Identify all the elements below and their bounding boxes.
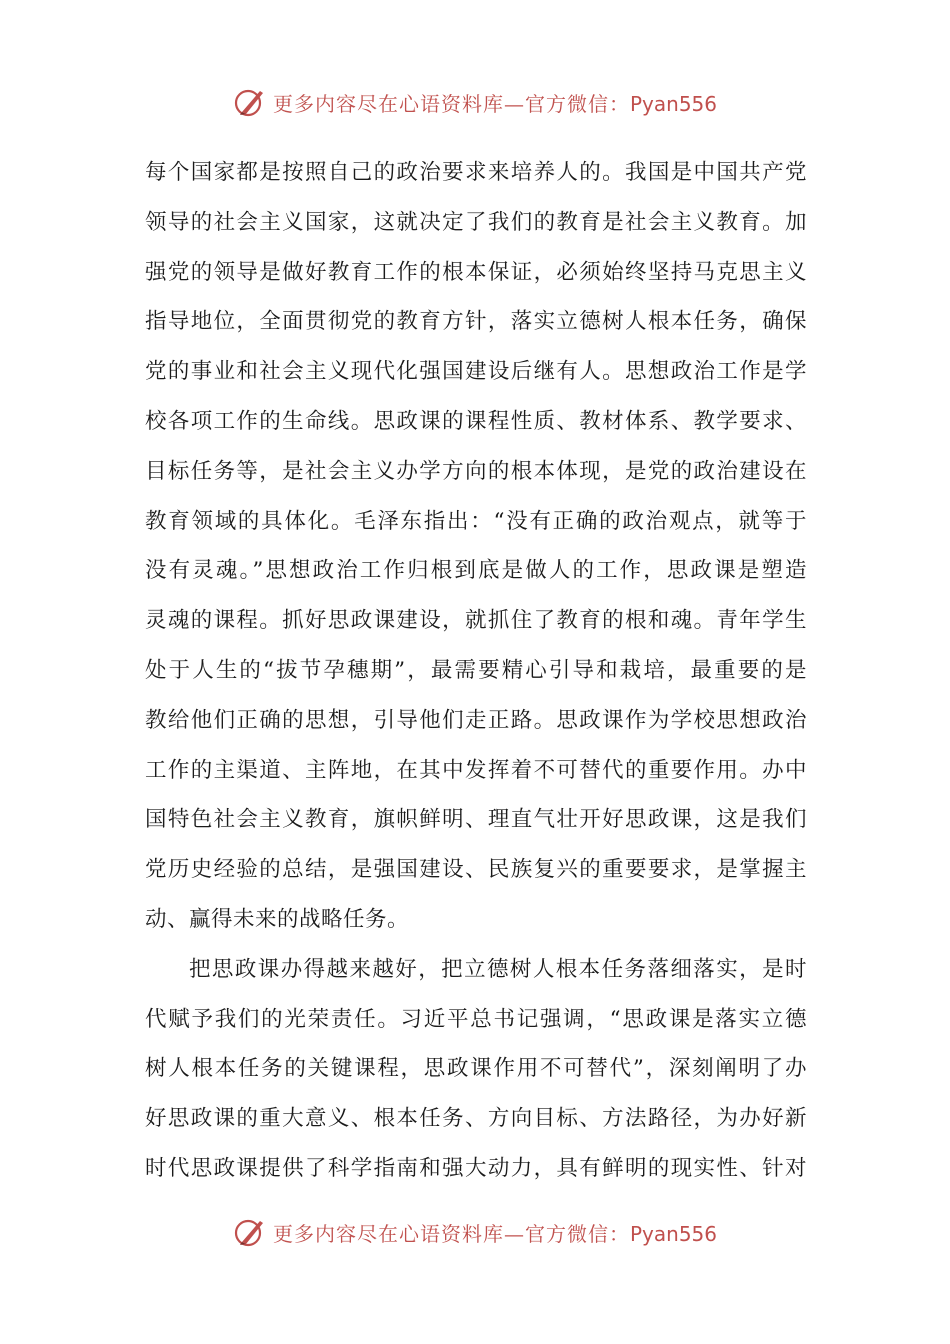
body-line: 校各项工作的生命线。思政课的课程性质、教材体系、教学要求、 bbox=[145, 408, 807, 434]
document-body bbox=[145, 148, 807, 1194]
body-line: 好思政课的重大意义、根本任务、方向目标、方法路径，为办好新 bbox=[145, 1106, 807, 1132]
body-line: 时代思政课提供了科学指南和强大动力，具有鲜明的现实性、针对 bbox=[145, 1155, 807, 1181]
pen-in-circle-icon bbox=[233, 1215, 267, 1249]
footer-banner bbox=[0, 1212, 950, 1252]
header-banner-text: 更多内容尽在心语资料库—官方微信：Pyan556 bbox=[272, 91, 717, 116]
body-line: 没有灵魂。”思想政治工作归根到底是做人的工作，思政课是塑造 bbox=[145, 558, 807, 584]
header-banner bbox=[0, 82, 950, 122]
body-line: 教育领域的具体化。毛泽东指出：“没有正确的政治观点，就等于 bbox=[145, 508, 807, 534]
body-line: 国特色社会主义教育，旗帜鲜明、理直气壮开好思政课，这是我们 bbox=[145, 807, 807, 833]
footer-wechat-id: Pyan556 bbox=[629, 1221, 717, 1246]
body-line: 把思政课办得越来越好，把立德树人根本任务落细落实，是时 bbox=[189, 956, 807, 982]
body-line: 领导的社会主义国家，这就决定了我们的教育是社会主义教育。加 bbox=[145, 209, 807, 235]
body-line: 处于人生的“拔节孕穗期”，最需要精心引导和栽培，最重要的是 bbox=[145, 657, 807, 683]
body-line: 强党的领导是做好教育工作的根本保证，必须始终坚持马克思主义 bbox=[145, 259, 807, 285]
body-line: 指导地位，全面贯彻党的教育方针，落实立德树人根本任务，确保 bbox=[145, 309, 807, 335]
pen-in-circle-icon bbox=[233, 85, 267, 119]
body-line: 目标任务等，是社会主义办学方向的根本体现，是党的政治建设在 bbox=[145, 458, 807, 484]
body-line: 党的事业和社会主义现代化强国建设后继有人。思想政治工作是学 bbox=[145, 359, 807, 385]
body-line: 教给他们正确的思想，引导他们走正路。思政课作为学校思想政治 bbox=[145, 707, 807, 733]
body-line: 树人根本任务的关键课程，思政课作用不可替代”，深刻阐明了办 bbox=[145, 1056, 807, 1082]
header-wechat-id: Pyan556 bbox=[629, 91, 717, 116]
body-line: 灵魂的课程。抓好思政课建设，就抓住了教育的根和魂。青年学生 bbox=[145, 608, 807, 634]
footer-banner-text: 更多内容尽在心语资料库—官方微信：Pyan556 bbox=[272, 1221, 717, 1246]
body-line: 每个国家都是按照自己的政治要求来培养人的。我国是中国共产党 bbox=[145, 160, 807, 185]
body-line: 工作的主渠道、主阵地，在其中发挥着不可替代的重要作用。办中 bbox=[145, 757, 807, 783]
body-line: 党历史经验的总结，是强国建设、民族复兴的重要要求，是掌握主 bbox=[145, 857, 807, 883]
body-line: 代赋予我们的光荣责任。习近平总书记强调，“思政课是落实立德 bbox=[145, 1006, 807, 1032]
body-line: 动、赢得未来的战略任务。 bbox=[145, 906, 410, 932]
